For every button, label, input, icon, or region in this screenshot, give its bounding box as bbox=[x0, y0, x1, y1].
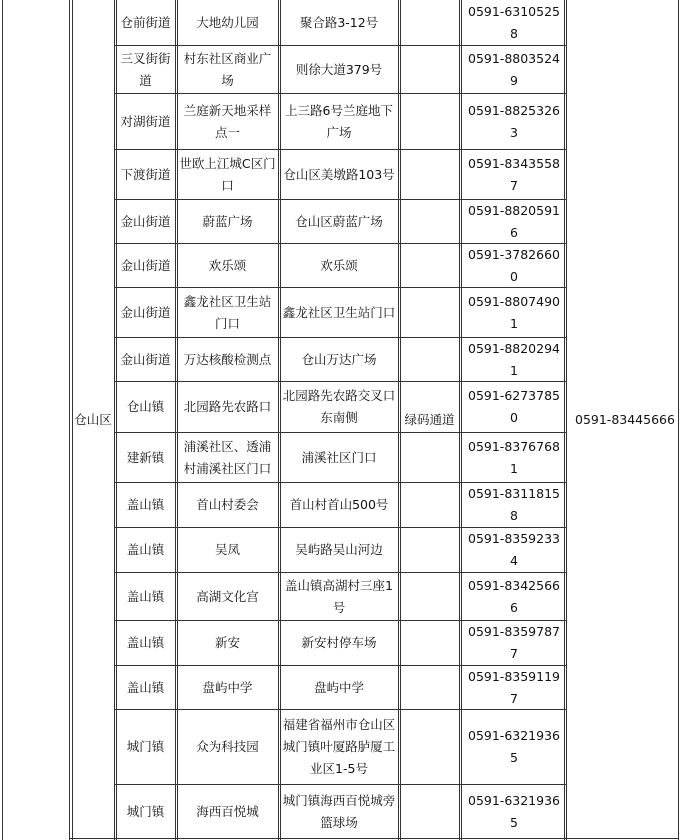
row-line bbox=[114, 243, 401, 244]
street-text: 金山街道 bbox=[120, 213, 171, 229]
row-line bbox=[114, 199, 401, 200]
table-cell-street bbox=[116, 433, 175, 482]
table-cell-phone bbox=[461, 528, 564, 572]
code-status-cell bbox=[400, 0, 459, 840]
table-cell-phone bbox=[461, 94, 564, 149]
table-cell-site bbox=[177, 483, 278, 527]
table-cell-phone bbox=[461, 483, 564, 527]
row-line bbox=[114, 784, 401, 785]
table-cell-address bbox=[280, 528, 398, 572]
street-text: 城门镇 bbox=[126, 803, 165, 819]
address-text: 北园路先农路交叉口东南侧 bbox=[282, 388, 396, 425]
table-cell-street bbox=[116, 666, 175, 709]
table-cell-address bbox=[280, 150, 398, 199]
site-text: 北园路先农路口 bbox=[183, 399, 272, 414]
table-cell-address bbox=[280, 244, 398, 287]
phone-text: 0591-88035249 bbox=[468, 50, 560, 88]
table-cell-address bbox=[280, 1, 398, 45]
table-cell-address bbox=[280, 785, 398, 838]
street-text: 金山街道 bbox=[120, 257, 171, 273]
site-text: 蔚蓝广场 bbox=[202, 213, 253, 229]
address-text: 吴屿路吴山河边 bbox=[295, 542, 383, 557]
row-line bbox=[398, 572, 461, 573]
row-line bbox=[398, 337, 461, 338]
col-line bbox=[459, 0, 460, 840]
col-line bbox=[564, 0, 565, 840]
row-line bbox=[114, 527, 401, 528]
row-line bbox=[459, 572, 566, 573]
phone-text: 0591-83767681 bbox=[468, 438, 560, 476]
row-line bbox=[398, 784, 461, 785]
phone-text: 0591-62737850 bbox=[468, 388, 560, 425]
col-line bbox=[398, 0, 399, 840]
table-cell-street bbox=[116, 621, 175, 665]
phone-text: 0591-83592334 bbox=[468, 531, 560, 568]
street-text: 金山街道 bbox=[120, 351, 171, 367]
address-text: 盘屿中学 bbox=[313, 679, 364, 695]
table-cell-phone bbox=[461, 46, 564, 93]
phone-text: 0591-83597877 bbox=[468, 624, 560, 661]
street-text: 金山街道 bbox=[120, 304, 171, 320]
row-line bbox=[398, 243, 461, 244]
address-text: 新安村停车场 bbox=[301, 635, 377, 650]
bottom-line bbox=[69, 838, 679, 839]
site-text: 鑫龙社区卫生站门口 bbox=[183, 293, 272, 331]
table-cell-phone bbox=[461, 621, 564, 665]
table-cell-site bbox=[177, 382, 278, 432]
table-cell-street bbox=[116, 338, 175, 381]
row-line bbox=[459, 482, 566, 483]
col-line bbox=[678, 0, 679, 840]
table-cell-street bbox=[116, 94, 175, 149]
row-line bbox=[398, 620, 461, 621]
street-text: 下渡街道 bbox=[120, 166, 171, 182]
street-text: 三叉街街道 bbox=[120, 50, 171, 88]
row-line bbox=[459, 620, 566, 621]
table-cell-phone bbox=[461, 573, 564, 620]
table-cell-site bbox=[177, 244, 278, 287]
table-cell-phone bbox=[461, 710, 564, 784]
row-line bbox=[459, 199, 566, 200]
address-text: 则徐大道379号 bbox=[295, 61, 383, 77]
table-cell-address bbox=[280, 46, 398, 93]
table-cell-address bbox=[280, 621, 398, 665]
street-text: 仓前街道 bbox=[120, 15, 171, 30]
site-text: 新安 bbox=[214, 635, 240, 650]
table-cell-address bbox=[280, 433, 398, 482]
table-cell-site bbox=[177, 1, 278, 45]
row-line bbox=[459, 381, 566, 382]
row-line bbox=[114, 337, 401, 338]
row-line bbox=[114, 620, 401, 621]
row-line bbox=[114, 665, 401, 666]
street-text: 仓山镇 bbox=[126, 399, 165, 414]
table-cell-street bbox=[116, 573, 175, 620]
row-line bbox=[459, 527, 566, 528]
table-cell-address bbox=[280, 666, 398, 709]
col-line bbox=[278, 0, 279, 840]
phone-text: 0591-63219365 bbox=[468, 728, 560, 765]
table-cell-street bbox=[116, 200, 175, 243]
address-text: 上三路6号兰庭地下广场 bbox=[285, 102, 393, 140]
table-cell-street bbox=[116, 710, 175, 784]
table-cell-address bbox=[280, 710, 398, 784]
phone-text: 0591-63105258 bbox=[468, 4, 560, 41]
street-text: 对湖街道 bbox=[120, 113, 171, 129]
table-cell-street bbox=[116, 382, 175, 432]
table-cell-phone bbox=[461, 244, 564, 287]
row-line bbox=[114, 45, 401, 46]
address-text: 福建省福州市仓山区城门镇叶厦路胪厦工业区1-5号 bbox=[282, 717, 396, 776]
row-line bbox=[459, 45, 566, 46]
address-text: 仓山区美墩路103号 bbox=[283, 166, 395, 182]
row-line bbox=[459, 337, 566, 338]
address-text: 仓山区蔚蓝广场 bbox=[295, 213, 383, 229]
site-text: 大地幼儿园 bbox=[196, 15, 259, 30]
site-text: 众为科技园 bbox=[196, 739, 259, 754]
site-text: 盘屿中学 bbox=[202, 679, 253, 695]
street-text: 盖山镇 bbox=[126, 679, 165, 695]
table-cell-site bbox=[177, 288, 278, 337]
table-cell-phone bbox=[461, 382, 564, 432]
table-cell-site bbox=[177, 46, 278, 93]
table-cell-address bbox=[280, 483, 398, 527]
row-line bbox=[114, 432, 401, 433]
table-cell-street bbox=[116, 483, 175, 527]
street-text: 盖山镇 bbox=[126, 635, 165, 650]
table-cell-address bbox=[280, 288, 398, 337]
table-cell-site bbox=[177, 150, 278, 199]
col-line bbox=[2, 0, 3, 840]
address-text: 仓山万达广场 bbox=[301, 351, 377, 367]
row-line bbox=[459, 709, 566, 710]
site-text: 首山村委会 bbox=[196, 497, 259, 512]
address-text: 首山村首山500号 bbox=[289, 497, 389, 512]
address-text: 欢乐颂 bbox=[320, 257, 358, 273]
col-line bbox=[175, 0, 176, 840]
site-text: 浦溪社区、透浦村浦溪社区门口 bbox=[183, 438, 272, 476]
row-line bbox=[398, 287, 461, 288]
row-line bbox=[398, 432, 461, 433]
site-text: 世欧上江城C区门口 bbox=[179, 155, 276, 193]
row-line bbox=[398, 665, 461, 666]
phone-text: 0591-63219365 bbox=[468, 792, 560, 830]
row-line bbox=[114, 572, 401, 573]
table-cell-site bbox=[177, 666, 278, 709]
row-line bbox=[114, 287, 401, 288]
street-text: 建新镇 bbox=[126, 449, 165, 465]
table-cell-site bbox=[177, 528, 278, 572]
table-cell-phone bbox=[461, 666, 564, 709]
table-cell-phone bbox=[461, 433, 564, 482]
row-line bbox=[398, 709, 461, 710]
table-cell-address bbox=[280, 94, 398, 149]
site-text: 村东社区商业广场 bbox=[183, 50, 272, 88]
street-text: 盖山镇 bbox=[126, 542, 165, 557]
address-text: 鑫龙社区卫生站门口 bbox=[282, 304, 396, 320]
phone-text: 0591-88253263 bbox=[468, 102, 560, 140]
row-line bbox=[398, 381, 461, 382]
site-text: 欢乐颂 bbox=[208, 257, 247, 273]
address-text: 浦溪社区门口 bbox=[301, 449, 377, 465]
phone-text: 0591-88202941 bbox=[468, 340, 560, 378]
row-line bbox=[459, 93, 566, 94]
row-line bbox=[398, 45, 461, 46]
code-status-label: 绿码通道 bbox=[404, 412, 455, 427]
address-text: 盖山镇高湖村三座1号 bbox=[285, 577, 393, 615]
table-cell-phone bbox=[461, 200, 564, 243]
col-line bbox=[114, 0, 115, 840]
table-cell-phone bbox=[461, 338, 564, 381]
consult-phone-label: 0591-83445666 bbox=[575, 412, 675, 427]
table-cell-phone bbox=[461, 150, 564, 199]
table-cell-street bbox=[116, 150, 175, 199]
row-line bbox=[398, 482, 461, 483]
row-line bbox=[114, 709, 401, 710]
site-text: 吴凤 bbox=[214, 542, 240, 557]
table-cell-street bbox=[116, 1, 175, 45]
phone-text: 0591-37826600 bbox=[468, 246, 560, 284]
table-cell-site bbox=[177, 433, 278, 482]
table-cell-address bbox=[280, 382, 398, 432]
table-cell-site bbox=[177, 338, 278, 381]
phone-text: 0591-83591197 bbox=[468, 668, 560, 706]
row-line bbox=[114, 381, 401, 382]
site-text: 海西百悦城 bbox=[196, 803, 259, 819]
phone-text: 0591-83118158 bbox=[468, 486, 560, 523]
phone-text: 0591-88205916 bbox=[468, 202, 560, 240]
table-cell-phone bbox=[461, 785, 564, 838]
street-text: 盖山镇 bbox=[126, 588, 165, 604]
phone-text: 0591-83425666 bbox=[468, 577, 560, 615]
table-cell-street bbox=[116, 46, 175, 93]
table-cell-address bbox=[280, 573, 398, 620]
table-cell-site bbox=[177, 710, 278, 784]
table-cell-phone bbox=[461, 288, 564, 337]
row-line bbox=[459, 432, 566, 433]
district-cell bbox=[72, 0, 114, 840]
table-cell-site bbox=[177, 200, 278, 243]
row-line bbox=[114, 149, 401, 150]
row-line bbox=[114, 93, 401, 94]
address-text: 城门镇海西百悦城旁篮球场 bbox=[282, 792, 396, 830]
row-line bbox=[459, 149, 566, 150]
row-line bbox=[398, 93, 461, 94]
row-line bbox=[459, 243, 566, 244]
site-text: 兰庭新天地采样点一 bbox=[183, 102, 272, 140]
table-cell-site bbox=[177, 573, 278, 620]
street-text: 城门镇 bbox=[126, 739, 165, 754]
row-line bbox=[398, 149, 461, 150]
row-line bbox=[459, 665, 566, 666]
table-cell-site bbox=[177, 621, 278, 665]
table-cell-phone bbox=[461, 1, 564, 45]
row-line bbox=[398, 199, 461, 200]
street-text: 盖山镇 bbox=[126, 497, 165, 512]
site-text: 万达核酸检测点 bbox=[183, 351, 272, 367]
row-line bbox=[459, 287, 566, 288]
row-line bbox=[398, 527, 461, 528]
table-cell-site bbox=[177, 785, 278, 838]
col-line bbox=[69, 0, 70, 840]
phone-text: 0591-83435587 bbox=[468, 155, 560, 193]
table-cell-street bbox=[116, 528, 175, 572]
address-text: 聚合路3-12号 bbox=[299, 15, 379, 30]
district-label: 仓山区 bbox=[74, 412, 112, 427]
consult-phone-cell bbox=[566, 0, 678, 840]
table-cell-address bbox=[280, 200, 398, 243]
table-cell-street bbox=[116, 288, 175, 337]
table-cell-site bbox=[177, 94, 278, 149]
table-cell-address bbox=[280, 338, 398, 381]
row-line bbox=[114, 482, 401, 483]
phone-text: 0591-88074901 bbox=[468, 293, 560, 331]
table-cell-street bbox=[116, 244, 175, 287]
row-line bbox=[459, 784, 566, 785]
site-text: 高湖文化宫 bbox=[196, 588, 259, 604]
table-cell-street bbox=[116, 785, 175, 838]
